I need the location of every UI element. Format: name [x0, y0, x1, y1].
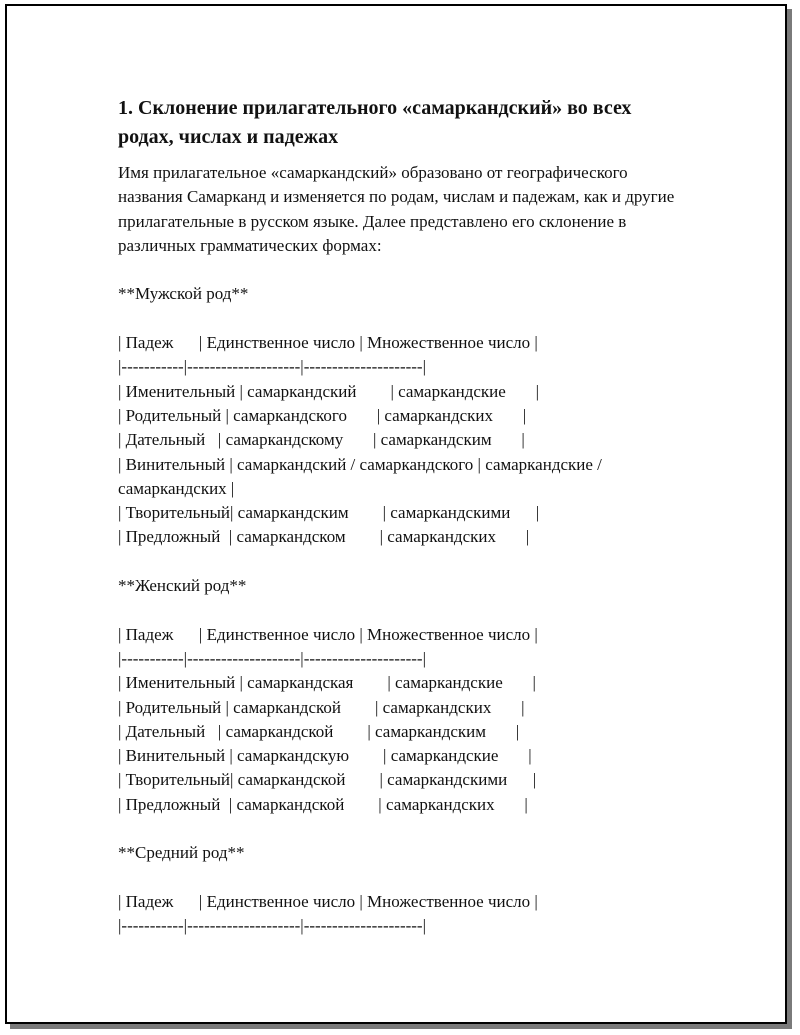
document-page	[5, 4, 787, 1024]
feminine-table	[118, 623, 678, 817]
spacer	[118, 817, 678, 841]
table-row: | Падеж | Единственное число | Множественное число |	[118, 624, 538, 644]
table-row: | Винительный | самаркандский / самаркандского | самаркандские / самаркандских |	[118, 454, 607, 498]
table-row: | Родительный | самаркандской | самаркандских |	[118, 697, 525, 717]
masculine-heading: **Мужской род**	[118, 284, 249, 304]
document-heading: 1. Склонение прилагательного «самаркандский» во всех родах, числах и падежах	[118, 97, 632, 148]
intro-paragraph: Имя прилагательное «самаркандский» образовано от географического названия Самарканд и изменяется по родам, числам и падежам, как и другие прилагательные в русском языке. Далее представлено его склонение в различных грамматических формах:	[118, 163, 675, 255]
table-row: | Предложный | самаркандском | самаркандских |	[118, 527, 530, 547]
spacer	[118, 866, 678, 890]
table-row: | Винительный | самаркандскую | самаркандские |	[118, 746, 532, 766]
spacer	[118, 550, 678, 574]
neuter-table	[118, 890, 678, 939]
table-row: | Предложный | самаркандской | самаркандских |	[118, 794, 528, 814]
table-row: |-----------|--------------------|---------------------|	[118, 916, 426, 936]
table-row: |-----------|--------------------|---------------------|	[118, 648, 426, 668]
spacer	[118, 258, 678, 282]
document-content	[118, 94, 678, 939]
table-row: | Именительный | самаркандский | самаркандские |	[118, 381, 539, 401]
table-row: | Родительный | самаркандского | самаркандских |	[118, 405, 527, 425]
table-row: | Падеж | Единственное число | Множественное число |	[118, 333, 538, 353]
table-row: | Именительный | самаркандская | самаркандские |	[118, 673, 536, 693]
spacer	[118, 598, 678, 622]
neuter-heading: **Средний род**	[118, 843, 245, 863]
table-row: | Падеж | Единственное число | Множественное число |	[118, 891, 538, 911]
feminine-heading: **Женский род**	[118, 576, 247, 596]
table-row: | Творительный| самаркандским | самаркандскими |	[118, 503, 540, 523]
table-row: | Творительный| самаркандской | самаркандскими |	[118, 770, 537, 790]
table-row: | Дательный | самаркандской | самаркандским |	[118, 721, 520, 741]
spacer	[118, 307, 678, 331]
table-row: | Дательный | самаркандскому | самаркандским |	[118, 430, 525, 450]
masculine-table	[118, 331, 678, 550]
table-row: |-----------|--------------------|---------------------|	[118, 357, 426, 377]
